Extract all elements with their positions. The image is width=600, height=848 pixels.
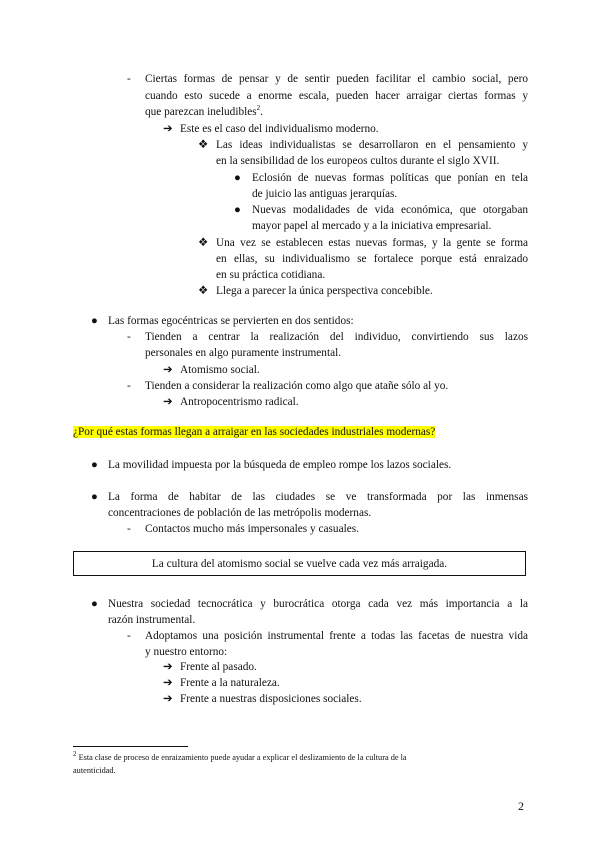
diamond-marker: ❖ (198, 139, 209, 151)
paragraph-line: Tienden a considerar la realización como algo que atañe sólo al yo. (145, 380, 449, 392)
arrow-marker: ➔ (163, 396, 173, 408)
footnote-continuation: autenticidad. (73, 766, 116, 775)
footnote-reference[interactable]: 2 (256, 104, 261, 113)
highlighted-question (73, 424, 435, 441)
arrow-marker: ➔ (163, 364, 173, 376)
bullet-marker: ● (91, 459, 98, 471)
diamond-marker: ❖ (198, 285, 209, 297)
paragraph-line: Adoptamos una posición instrumental frente a todas las facetas de nuestra vida (145, 630, 528, 642)
paragraph-line: cuando esto sucede a enorme escala, pueden hacer arraigar ciertas formas y (145, 90, 528, 102)
paragraph-line: Atomismo social. (180, 364, 260, 376)
dash-marker: - (127, 523, 131, 535)
paragraph-line: Contactos mucho más impersonales y casuales. (145, 523, 359, 535)
paragraph-line: Las ideas individualistas se desarrollaron en el pensamiento y (216, 139, 528, 151)
footnote-text: Esta clase de proceso de enraizamiento puede ayudar a explicar el deslizamiento de la cultura de la (78, 753, 407, 762)
paragraph-line: en ellas, su individualismo se fortalece porque está enraizado (216, 253, 528, 265)
page-number: 2 (518, 799, 524, 813)
paragraph-line: mayor papel al mercado y a la iniciativa empresarial. (252, 220, 492, 232)
arrow-marker: ➔ (163, 661, 173, 673)
paragraph-line (145, 104, 263, 121)
paragraph-line: Ciertas formas de pensar y de sentir pueden facilitar el cambio social, pero (145, 73, 528, 85)
boxed-statement (73, 551, 526, 576)
paragraph-line: Una vez se establecen estas nuevas formas, y la gente se forma (216, 237, 528, 249)
paragraph-line: concentraciones de población de las metrópolis modernas. (108, 507, 372, 519)
bullet-marker: ● (91, 315, 98, 327)
paragraph-line: en su práctica cotidiana. (216, 269, 326, 281)
bullet-marker: ● (234, 172, 241, 184)
paragraph-text: que parezcan ineludibles (145, 106, 257, 118)
dash-marker: - (127, 73, 131, 85)
paragraph-line: personales en algo puramente instrumental. (145, 347, 342, 359)
paragraph-line: razón instrumental. (108, 614, 196, 626)
arrow-marker: ➔ (163, 693, 173, 705)
paragraph-line: La forma de habitar de las ciudades se ve transformada por las inmensas (108, 491, 528, 503)
paragraph-text: . (260, 106, 263, 118)
paragraph-line: en la sensibilidad de los europeos cultos durante el siglo XVII. (216, 155, 500, 167)
dash-marker: - (127, 380, 131, 392)
arrow-marker: ➔ (163, 123, 173, 135)
bullet-marker: ● (91, 598, 98, 610)
paragraph-line: Frente a nuestras disposiciones sociales. (180, 693, 362, 705)
bullet-marker: ● (234, 204, 241, 216)
paragraph-line: Eclosión de nuevas formas políticas que ponían en tela (252, 172, 528, 184)
bullet-marker: ● (91, 491, 98, 503)
paragraph-line: Nuevas modalidades de vida económica, que otorgaban (252, 204, 528, 216)
paragraph-line: Este es el caso del individualismo moderno. (180, 123, 379, 135)
paragraph-line: Tienden a centrar la realización del individuo, convirtiendo sus lazos (145, 331, 528, 343)
paragraph-line: Nuestra sociedad tecnocrática y burocrática otorga cada vez más importancia a la (108, 598, 528, 610)
paragraph-line: de juicio las antiguas jerarquías. (252, 188, 398, 200)
dash-marker: - (127, 630, 131, 642)
diamond-marker: ❖ (198, 237, 209, 249)
footnote-number: 2 (73, 750, 77, 759)
paragraph-line: Frente a la naturaleza. (180, 677, 280, 689)
paragraph-line: y nuestro entorno: (145, 646, 228, 658)
arrow-marker: ➔ (163, 677, 173, 689)
paragraph-line: Llega a parecer la única perspectiva concebible. (216, 285, 433, 297)
paragraph-line: Antropocentrismo radical. (180, 396, 299, 408)
dash-marker: - (127, 331, 131, 343)
footnote (73, 752, 407, 764)
paragraph-line: Frente al pasado. (180, 661, 257, 673)
paragraph-line: Las formas egocéntricas se pervierten en dos sentidos: (108, 315, 354, 327)
question-text: ¿Por qué estas formas llegan a arraigar en las sociedades industriales modernas? (73, 426, 436, 438)
boxed-statement-text: La cultura del atomismo social se vuelve cada vez más arraigada. (151, 558, 448, 570)
footnote-separator (73, 746, 188, 747)
paragraph-line: La movilidad impuesta por la búsqueda de empleo rompe los lazos sociales. (108, 459, 452, 471)
